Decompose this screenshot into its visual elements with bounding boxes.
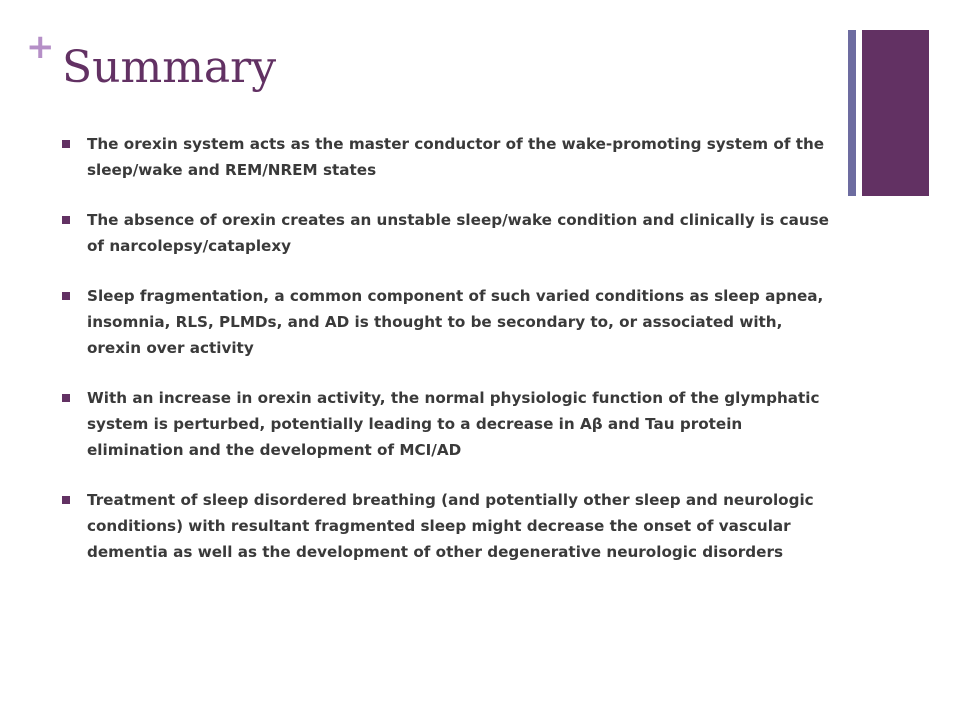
bullet-text: Sleep fragmentation, a common component of such varied conditions as sleep apnea, insomnia, RLS, PLMDs, and AD is thought to be secondary to, or associated with, orexin over activity [87, 287, 824, 357]
bullet-item [60, 207, 830, 259]
bullet-text: The orexin system acts as the master conductor of the wake-promoting system of the sleep/wake and REM/NREM states [87, 135, 825, 179]
accent-bar-thin [848, 30, 856, 196]
square-bullet-icon [62, 292, 70, 300]
bullet-item [60, 385, 830, 463]
accent-bar-thick [862, 30, 929, 196]
bullet-text: Treatment of sleep disordered breathing (and potentially other sleep and neurologic conditions) with resultant fragmented sleep might decrease the onset of vascular dementia as well as the development of other degenerative neurologic disorders [87, 491, 814, 561]
bullet-item [60, 283, 830, 361]
square-bullet-icon [62, 140, 70, 148]
square-bullet-icon [62, 216, 70, 224]
square-bullet-icon [62, 496, 70, 504]
square-bullet-icon [62, 394, 70, 402]
slide-title: Summary [62, 42, 277, 93]
bullet-text: The absence of orexin creates an unstable sleep/wake condition and clinically is cause of narcolepsy/cataplexy [87, 211, 829, 255]
bullet-item [60, 487, 830, 565]
bullet-text: With an increase in orexin activity, the normal physiologic function of the glymphatic system is perturbed, potentially leading to a decrease in Aβ and Tau protein elimination and the development of MCI/AD [87, 389, 820, 459]
bullet-item [60, 131, 830, 183]
bullet-list [60, 131, 830, 589]
plus-icon: + [26, 27, 55, 67]
